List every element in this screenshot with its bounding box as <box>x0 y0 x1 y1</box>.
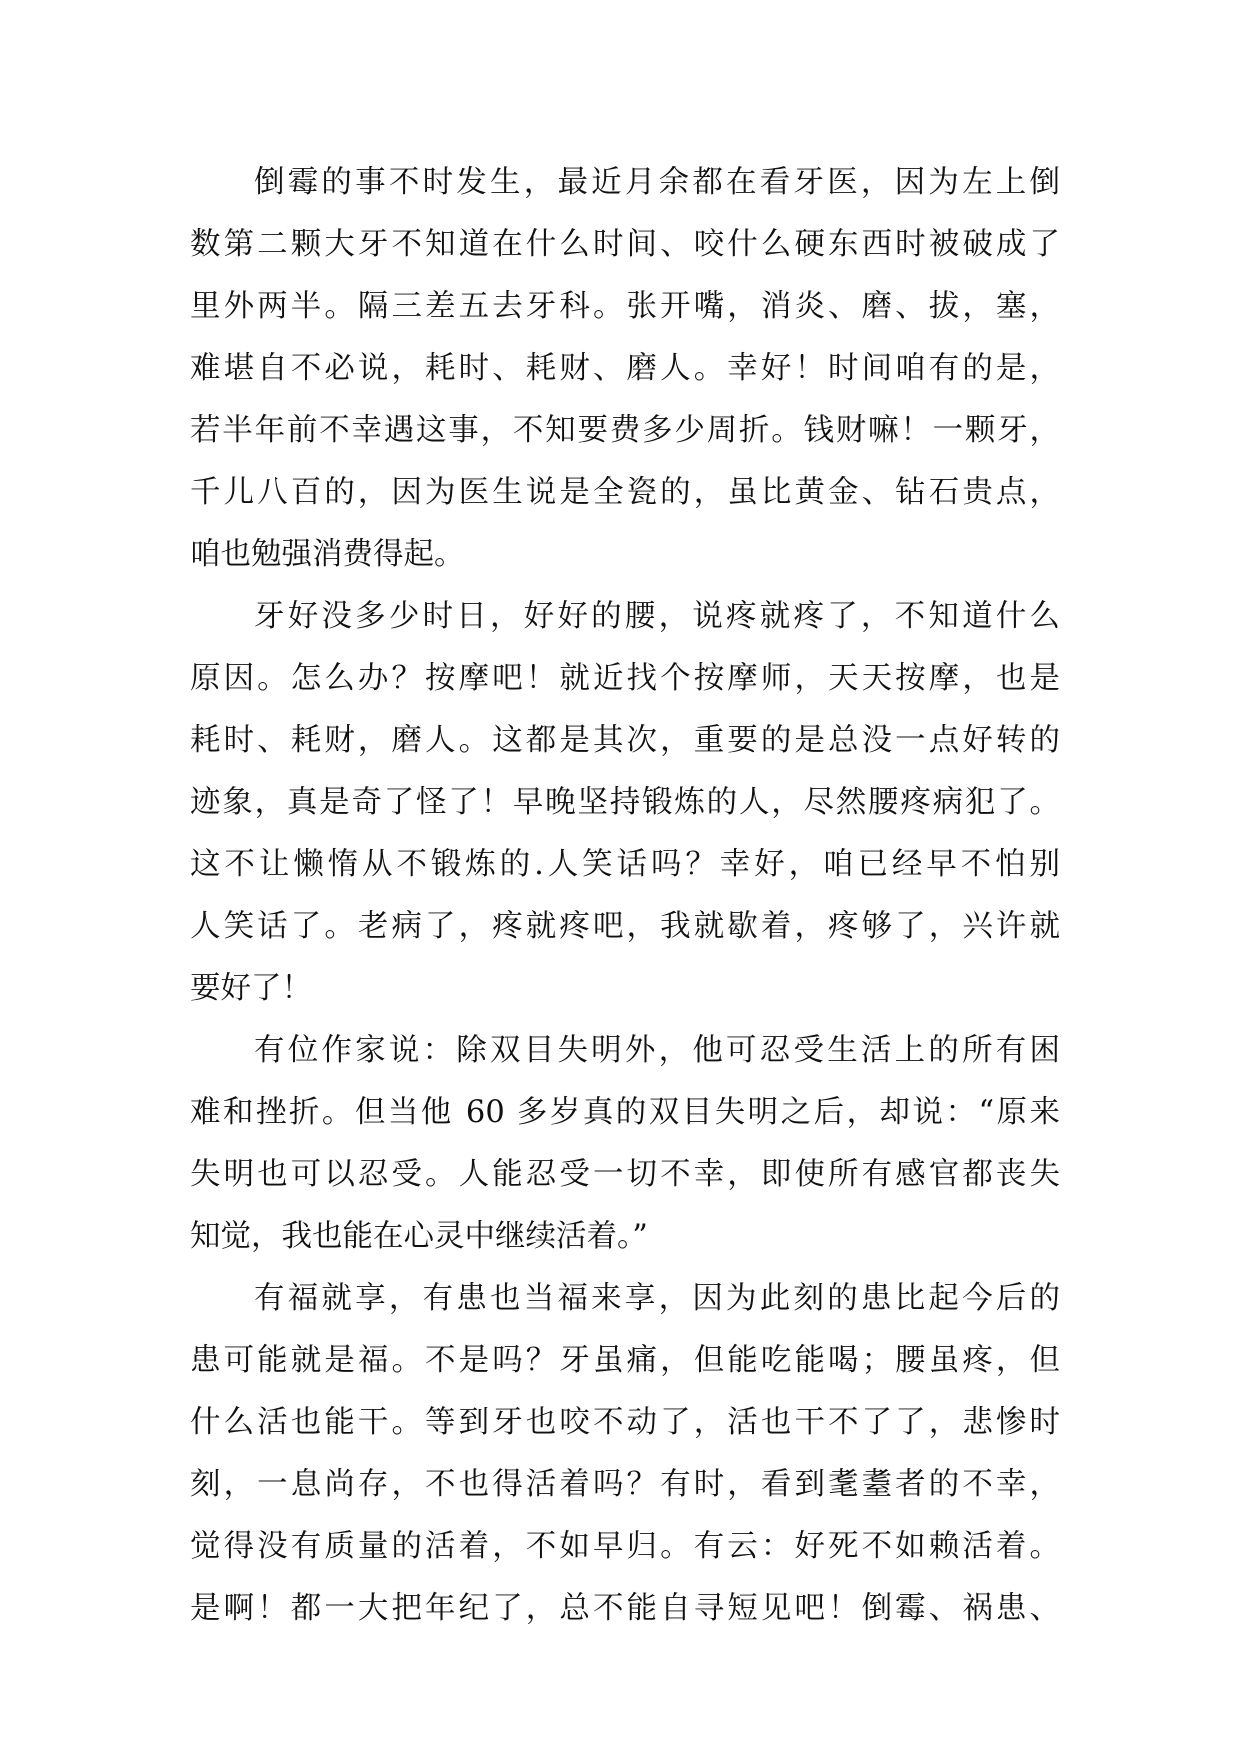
paragraph-1-line-5: 若半年前不幸遇这事，不知要费多少周折。钱财嘛！一颗牙， <box>190 413 1060 448</box>
paragraph-1-line-3: 里外两半。隔三差五去牙科。张开嘴，消炎、磨、拔，塞， <box>190 289 1060 324</box>
paragraph-3-line-2: 难和挫折。但当他 60 多岁真的双目失明之后，却说：“原来 <box>190 1095 1060 1130</box>
paragraph-2-line-1: 牙好没多少时日，好好的腰，说疼就疼了，不知道什么 <box>254 599 1060 634</box>
paragraph-4-line-2: 患可能就是福。不是吗？牙虽痛，但能吃能喝；腰虽疼，但 <box>190 1343 1060 1378</box>
paragraph-2-line-5: 这不让懒惰从不锻炼的.人笑话吗？幸好，咱已经早不怕别 <box>190 847 1060 882</box>
paragraph-2-line-4: 迹象，真是奇了怪了！早晚坚持锻炼的人，尽然腰疼病犯了。 <box>190 785 1060 820</box>
paragraph-3-line-3: 失明也可以忍受。人能忍受一切不幸，即使所有感官都丧失 <box>190 1157 1060 1192</box>
paragraph-4-line-5: 觉得没有质量的活着，不如早归。有云：好死不如赖活着。 <box>190 1529 1060 1564</box>
paragraph-4-line-4: 刻，一息尚存，不也得活着吗？有时，看到耄耋者的不幸， <box>190 1467 1060 1502</box>
paragraph-2-line-3: 耗时、耗财，磨人。这都是其次，重要的是总没一点好转的 <box>190 723 1060 758</box>
paragraph-4-line-3: 什么活也能干。等到牙也咬不动了，活也干不了了，悲惨时 <box>190 1405 1060 1440</box>
paragraph-1-line-7: 咱也勉强消费得起。 <box>190 537 465 572</box>
paragraph-4-line-1: 有福就享，有患也当福来享，因为此刻的患比起今后的 <box>254 1281 1060 1316</box>
paragraph-1-line-6: 千儿八百的，因为医生说是全瓷的，虽比黄金、钻石贵点， <box>190 475 1060 510</box>
paragraph-4-line-6: 是啊！都一大把年纪了，总不能自寻短见吧！倒霉、祸患、 <box>190 1591 1060 1626</box>
paragraph-1-line-1: 倒霉的事不时发生，最近月余都在看牙医，因为左上倒 <box>254 165 1060 200</box>
paragraph-3-line-4: 知觉，我也能在心灵中继续活着。” <box>190 1219 648 1254</box>
paragraph-3-line-1: 有位作家说：除双目失明外，他可忍受生活上的所有困 <box>254 1033 1060 1068</box>
paragraph-2-line-2: 原因。怎么办？按摩吧！就近找个按摩师，天天按摩，也是 <box>190 661 1060 696</box>
paragraph-2-line-7: 要好了！ <box>190 971 312 1006</box>
paragraph-1-line-4: 难堪自不必说，耗时、耗财、磨人。幸好！时间咱有的是， <box>190 351 1060 386</box>
paragraph-1-line-2: 数第二颗大牙不知道在什么时间、咬什么硬东西时被破成了 <box>190 227 1060 262</box>
paragraph-2-line-6: 人笑话了。老病了，疼就疼吧，我就歇着，疼够了，兴许就 <box>190 909 1060 944</box>
